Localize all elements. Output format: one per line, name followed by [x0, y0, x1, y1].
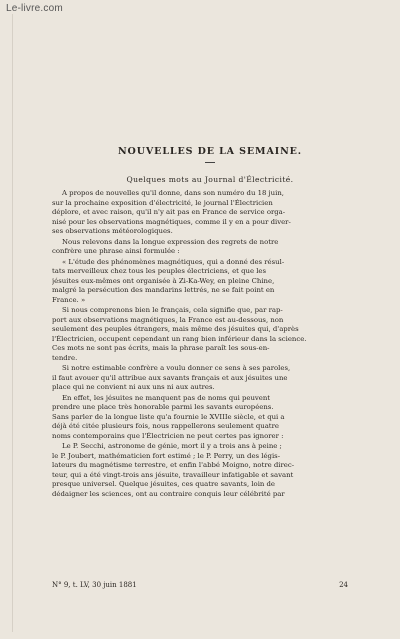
paragraph: [52, 189, 368, 237]
text-line: Nous relevons dans la longue expression des regrets de notre: [62, 237, 279, 246]
text-line: teur, qui a été vingt-trois ans jésuite, travailleur infatigable et savant: [52, 470, 294, 479]
text-line: déjà été citée plusieurs fois, nous rappellerons seulement quatre: [52, 422, 279, 430]
text-line: port aux observations magnétiques, la France est au-dessous, non: [52, 315, 284, 324]
text-line: seulement des peuples étrangers, mais même des jésuites qui, d'après: [52, 325, 299, 333]
text-line: sur la prochaine exposition d'électricité, le journal l'Électricien: [52, 198, 273, 207]
text-line: ses observations météorologiques.: [52, 227, 173, 235]
text-line: Si notre estimable confrère a voulu donner ce sens à ses paroles,: [62, 364, 291, 372]
article: [52, 146, 368, 500]
text-line: presque universel. Quelque jésuites, ces quatre savants, loin de: [52, 480, 276, 488]
text-line: prendre une place très honorable parmi les savants européens.: [52, 403, 274, 411]
text-line: dédaigner les sciences, ont au contraire conquis leur célébrité par: [52, 489, 285, 498]
paragraph: [52, 442, 368, 499]
text-line: il faut avouer qu'il attribue aux savants français et aux jésuites une: [52, 373, 288, 382]
text-line: « L'étude des phénomènes magnétiques, qui a donné des résul-: [62, 257, 285, 266]
text-line: confrère une phrase ainsi formulée :: [52, 247, 180, 255]
text-line: noms contemporains que l'Électricien ne peut certes pas ignorer :: [52, 431, 284, 440]
text-line: place qui ne convient ni aux uns ni aux autres.: [52, 383, 215, 391]
text-line: malgré la persécution des mandarins lettrés, ne se fait point en: [52, 286, 275, 294]
text-line: Sans parler de la longue liste qu'a fournie le XVIIIe siècle, et qui a: [52, 412, 285, 421]
text-line: le P. Joubert, mathématicien fort estimé ; le P. Perry, un des légis-: [52, 451, 281, 460]
page-footer: [52, 581, 368, 589]
paragraph: [52, 394, 368, 442]
title-rule: [205, 162, 215, 163]
article-subtitle: Quelques mots au Journal d'Électricité.: [126, 175, 294, 184]
article-body: [52, 189, 368, 499]
paragraph: [52, 364, 368, 393]
text-line: France. »: [52, 295, 86, 304]
issue-info: N° 9, t. LV, 30 juin 1881: [52, 581, 137, 589]
text-line: A propos de nouvelles qu'il donne, dans son numéro du 18 juin,: [62, 189, 284, 197]
text-line: jésuites eux-mêmes ont organisée à Zi-Ka-Wey, en pleine Chine,: [52, 276, 275, 285]
watermark: Le-livre.com: [6, 3, 63, 14]
text-line: En effet, les jésuites ne manquent pas de noms qui peuvent: [62, 393, 271, 402]
paragraph: [52, 258, 368, 306]
text-line: l'Électricien, occupent cependant un rang bien inférieur dans la science.: [52, 334, 307, 343]
page-title: NOUVELLES DE LA SEMAINE.: [117, 146, 303, 157]
text-line: déplore, et avec raison, qu'il n'y ait pas en France de service orga-: [52, 208, 286, 216]
paragraph: [52, 238, 368, 257]
text-line: nisé pour les observations magnétiques, comme il y en a pour diver-: [52, 217, 291, 226]
text-line: Ces mots ne sont pas écrits, mais la phrase paraît les sous-en-: [52, 344, 270, 352]
signature-mark: 24: [339, 581, 348, 589]
text-line: Le P. Secchi, astronome de génie, mort il y a trois ans à peine ;: [62, 442, 282, 450]
text-line: tats merveilleux chez tous les peuples électriciens, et que les: [52, 267, 267, 275]
text-line: lateurs du magnétisme terrestre, et enfin l'abbé Moigno, notre direc-: [52, 461, 295, 469]
text-line: tendre.: [52, 353, 78, 362]
text-line: Si nous comprenons bien le français, cela signifie que, par rap-: [62, 306, 283, 314]
paragraph: [52, 306, 368, 363]
